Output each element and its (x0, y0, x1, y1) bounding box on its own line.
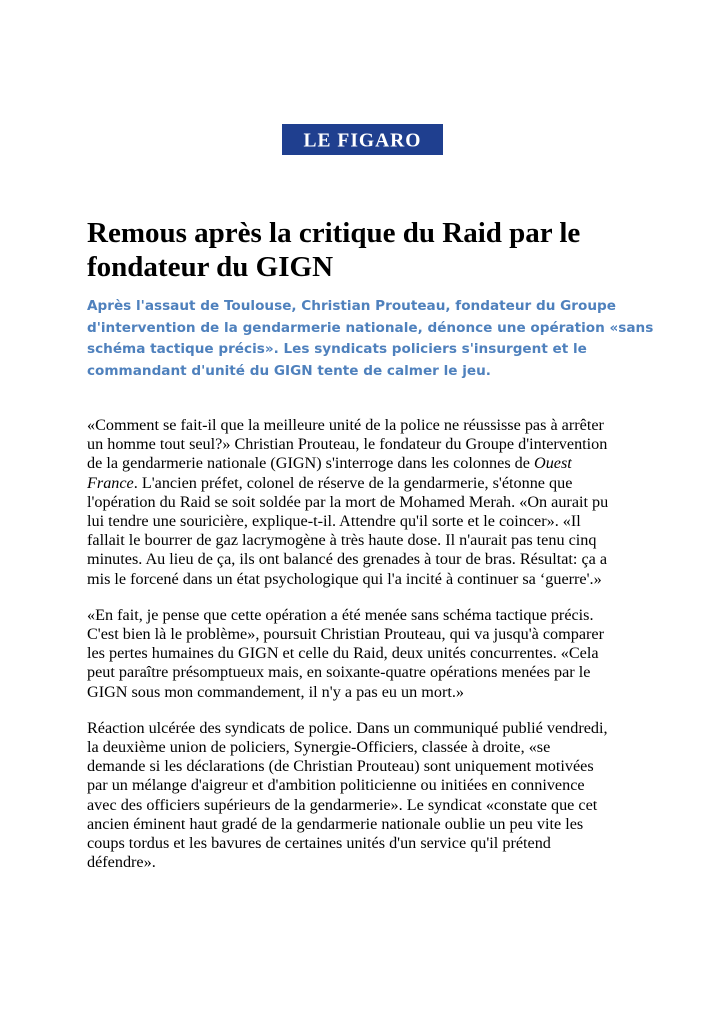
body-paragraph-3 (87, 719, 653, 873)
article-body (87, 416, 653, 889)
lede-line: commandant d'unité du GIGN tente de calmer le jeu. (87, 362, 491, 379)
body-line-segment: de la gendarmerie nationale (GIGN) s'interroge dans les colonnes de (87, 454, 535, 473)
article-lede (87, 296, 654, 382)
lede-line: d'intervention de la gendarmerie nationale, dénonce une opération «sans (87, 319, 654, 336)
article-title (87, 216, 647, 284)
body-line: Réaction ulcérée des syndicats de police. Dans un communiqué publié vendredi, (87, 718, 608, 737)
body-line: avec des officiers supérieurs de la gendarmerie». Le syndicat «constate que cet (87, 795, 598, 814)
le-figaro-logo (282, 124, 443, 155)
le-figaro-logo-image (282, 124, 443, 155)
body-line: demande si les déclarations (de Christian Prouteau) sont uniquement motivées (87, 757, 594, 776)
body-line: l'opération du Raid se soit soldée par la mort de Mohamed Merah. «On aurait pu (87, 492, 609, 511)
body-paragraph-2 (87, 606, 653, 702)
body-line: ancien éminent haut gradé de la gendarmerie nationale oublie un peu vite les (87, 814, 584, 833)
body-line: minutes. Au lieu de ça, ils ont balancé des grenades à tour de bras. Résultat: ça a (87, 550, 608, 569)
body-line: par un mélange d'aigreur et d'ambition politicienne ou initiées en connivence (87, 776, 585, 795)
body-line: GIGN sous mon commandement, il n'y a pas eu un mort.» (87, 682, 464, 701)
body-line: la deuxième union de policiers, Synergie-Officiers, classée à droite, «se (87, 738, 551, 757)
body-line: «En fait, je pense que cette opération a été menée sans schéma tactique précis. (87, 605, 594, 624)
body-line: lui tendre une souricière, explique-t-il. Attendre qu'il sorte et le coincer». «Il (87, 512, 581, 531)
body-line-mixed (87, 454, 653, 473)
title-line: fondateur du GIGN (87, 251, 334, 283)
title-line: Remous après la critique du Raid par le (87, 217, 581, 249)
body-line: défendre». (87, 853, 156, 872)
body-line: les pertes humaines du GIGN et celle du Raid, deux unités concurrentes. «Cela (87, 644, 599, 663)
body-line-segment: . L'ancien préfet, colonel de réserve de la gendarmerie, s'étonne que (133, 473, 573, 492)
lede-line: Après l'assaut de Toulouse, Christian Prouteau, fondateur du Groupe (87, 298, 616, 314)
body-line: coups tordus et les bavures de certaines unités d'un service qu'il prétend (87, 834, 551, 853)
newspaper-name: Ouest (534, 454, 572, 473)
body-line: «Comment se fait-il que la meilleure unité de la police ne réussisse pas à arrêter (87, 416, 604, 434)
newspaper-name: France (87, 473, 134, 492)
body-line: mis le forcené dans un état psychologique qui l'a incité à continuer sa ‘guerre'.» (87, 569, 602, 588)
body-line: peut paraître présomptueux mais, en soixante-quatre opérations menées par le (87, 663, 591, 682)
body-line-mixed (87, 474, 653, 493)
body-line: un homme tout seul?» Christian Prouteau, le fondateur du Groupe d'intervention (87, 435, 608, 454)
body-paragraph-1 (87, 416, 653, 589)
logo-text: LE FIGARO (303, 130, 422, 152)
body-line: C'est bien là le problème», poursuit Christian Prouteau, qui va jusqu'à comparer (87, 625, 604, 644)
lede-line: schéma tactique précis». Les syndicats policiers s'insurgent et le (87, 341, 587, 357)
body-line: fallait le bourrer de gaz lacrymogène à très haute dose. Il n'aurait pas tenu cinq (87, 531, 597, 550)
